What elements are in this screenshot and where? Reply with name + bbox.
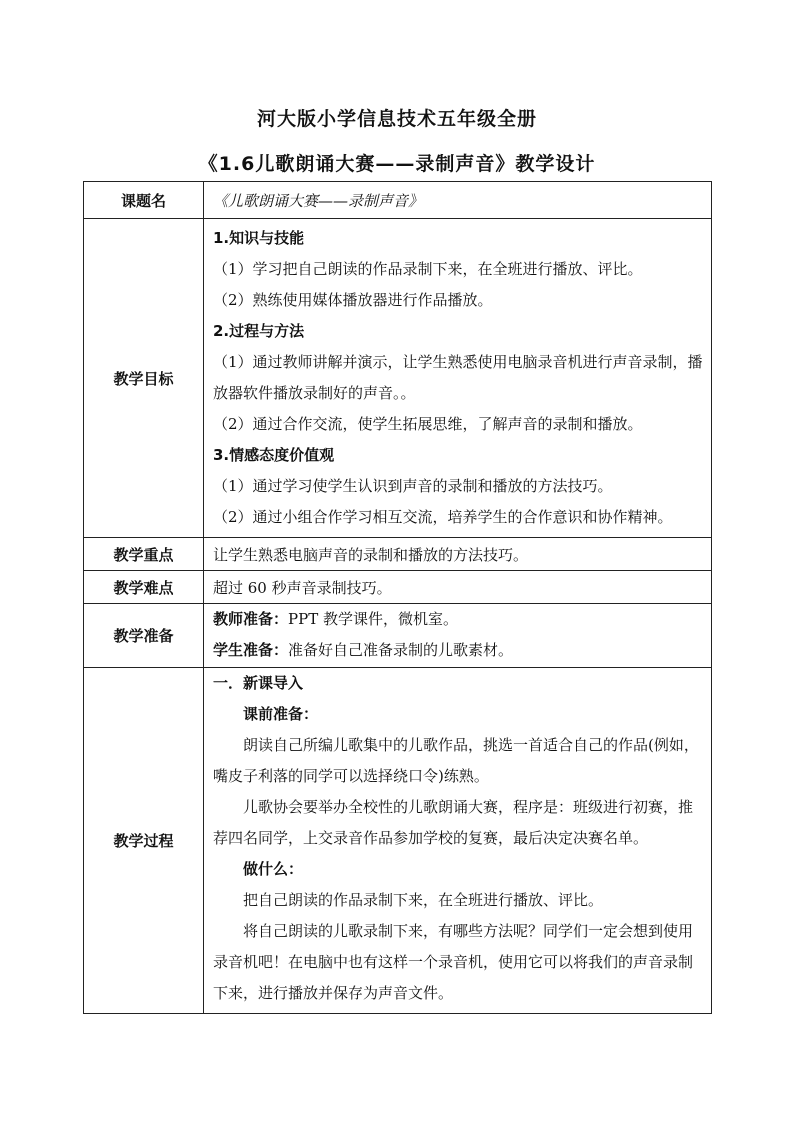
process-label: 教学过程 [84, 668, 204, 1014]
key-label: 教学重点 [84, 538, 204, 571]
topic-label: 课题名 [84, 182, 204, 219]
process-section-heading: 一．新课导入 [213, 674, 304, 692]
difficulty-label: 教学难点 [84, 571, 204, 604]
table-row-key [84, 538, 712, 571]
goals-heading-2: 2.过程与方法 [213, 322, 305, 340]
goals-content [204, 219, 712, 538]
table-row-prep [84, 604, 712, 668]
process-content [204, 668, 712, 1014]
topic-value: 《儿歌朗诵大赛——录制声音》 [204, 182, 712, 219]
document-subtitle: 《1.6儿歌朗诵大赛——录制声音》教学设计 [198, 153, 596, 175]
process-paragraph: 儿歌协会要举办全校性的儿歌朗诵大赛，程序是：班级进行初赛，推荐四名同学，上交录音作品参加学校的复赛，最后决定决赛名单。 [213, 798, 694, 847]
teacher-prep-value: PPT 教学课件，微机室。 [288, 610, 458, 628]
table-row-goals [84, 219, 712, 538]
process-paragraph: 朗读自己所编儿歌集中的儿歌作品，挑选一首适合自己的作品(例如，嘴皮子利落的同学可以选择绕口令)练熟。 [213, 736, 699, 785]
student-prep [213, 635, 703, 666]
teacher-prep [213, 604, 703, 635]
document-title: 河大版小学信息技术五年级全册 [256, 108, 537, 130]
goals-heading-1: 1.知识与技能 [213, 229, 305, 247]
goals-item: （1）学习把自己朗读的作品录制下来，在全班进行播放、评比。 [213, 260, 643, 278]
goals-item: （2）通过小组合作学习相互交流，培养学生的合作意识和协作精神。 [213, 508, 673, 526]
goals-item: （2）通过合作交流，使学生拓展思维，了解声音的录制和播放。 [213, 415, 643, 433]
key-value: 让学生熟悉电脑声音的录制和播放的方法技巧。 [204, 538, 712, 571]
process-paragraph: 把自己朗读的作品录制下来，在全班进行播放、评比。 [243, 891, 604, 909]
prep-label: 教学准备 [84, 604, 204, 668]
goals-item: （1）通过学习使学生认识到声音的录制和播放的方法技巧。 [213, 477, 613, 495]
student-prep-label: 学生准备： [213, 641, 289, 659]
table-row-topic [84, 182, 712, 219]
teacher-prep-label: 教师准备： [213, 610, 289, 628]
goals-item: （2）熟练使用媒体播放器进行作品播放。 [213, 291, 493, 309]
goals-label: 教学目标 [84, 219, 204, 538]
difficulty-value: 超过 60 秒声音录制技巧。 [204, 571, 712, 604]
prep-content [204, 604, 712, 668]
table-row-process [84, 668, 712, 1014]
process-subheading: 做什么： [243, 860, 304, 878]
lesson-plan-table [83, 181, 712, 1014]
table-row-difficulty [84, 571, 712, 604]
process-paragraph: 将自己朗读的儿歌录制下来，有哪些方法呢？同学们一定会想到使用录音机吧！在电脑中也有这样一个录音机，使用它可以将我们的声音录制下来，进行播放并保存为声音文件。 [213, 922, 694, 1002]
process-subheading: 课前准备： [243, 705, 319, 723]
student-prep-value: 准备好自己准备录制的儿歌素材。 [288, 641, 514, 659]
goals-heading-3: 3.情感态度价值观 [213, 446, 335, 464]
goals-item: （1）通过教师讲解并演示，让学生熟悉使用电脑录音机进行声音录制，播放器软件播放录制好的声音。。 [213, 353, 703, 402]
